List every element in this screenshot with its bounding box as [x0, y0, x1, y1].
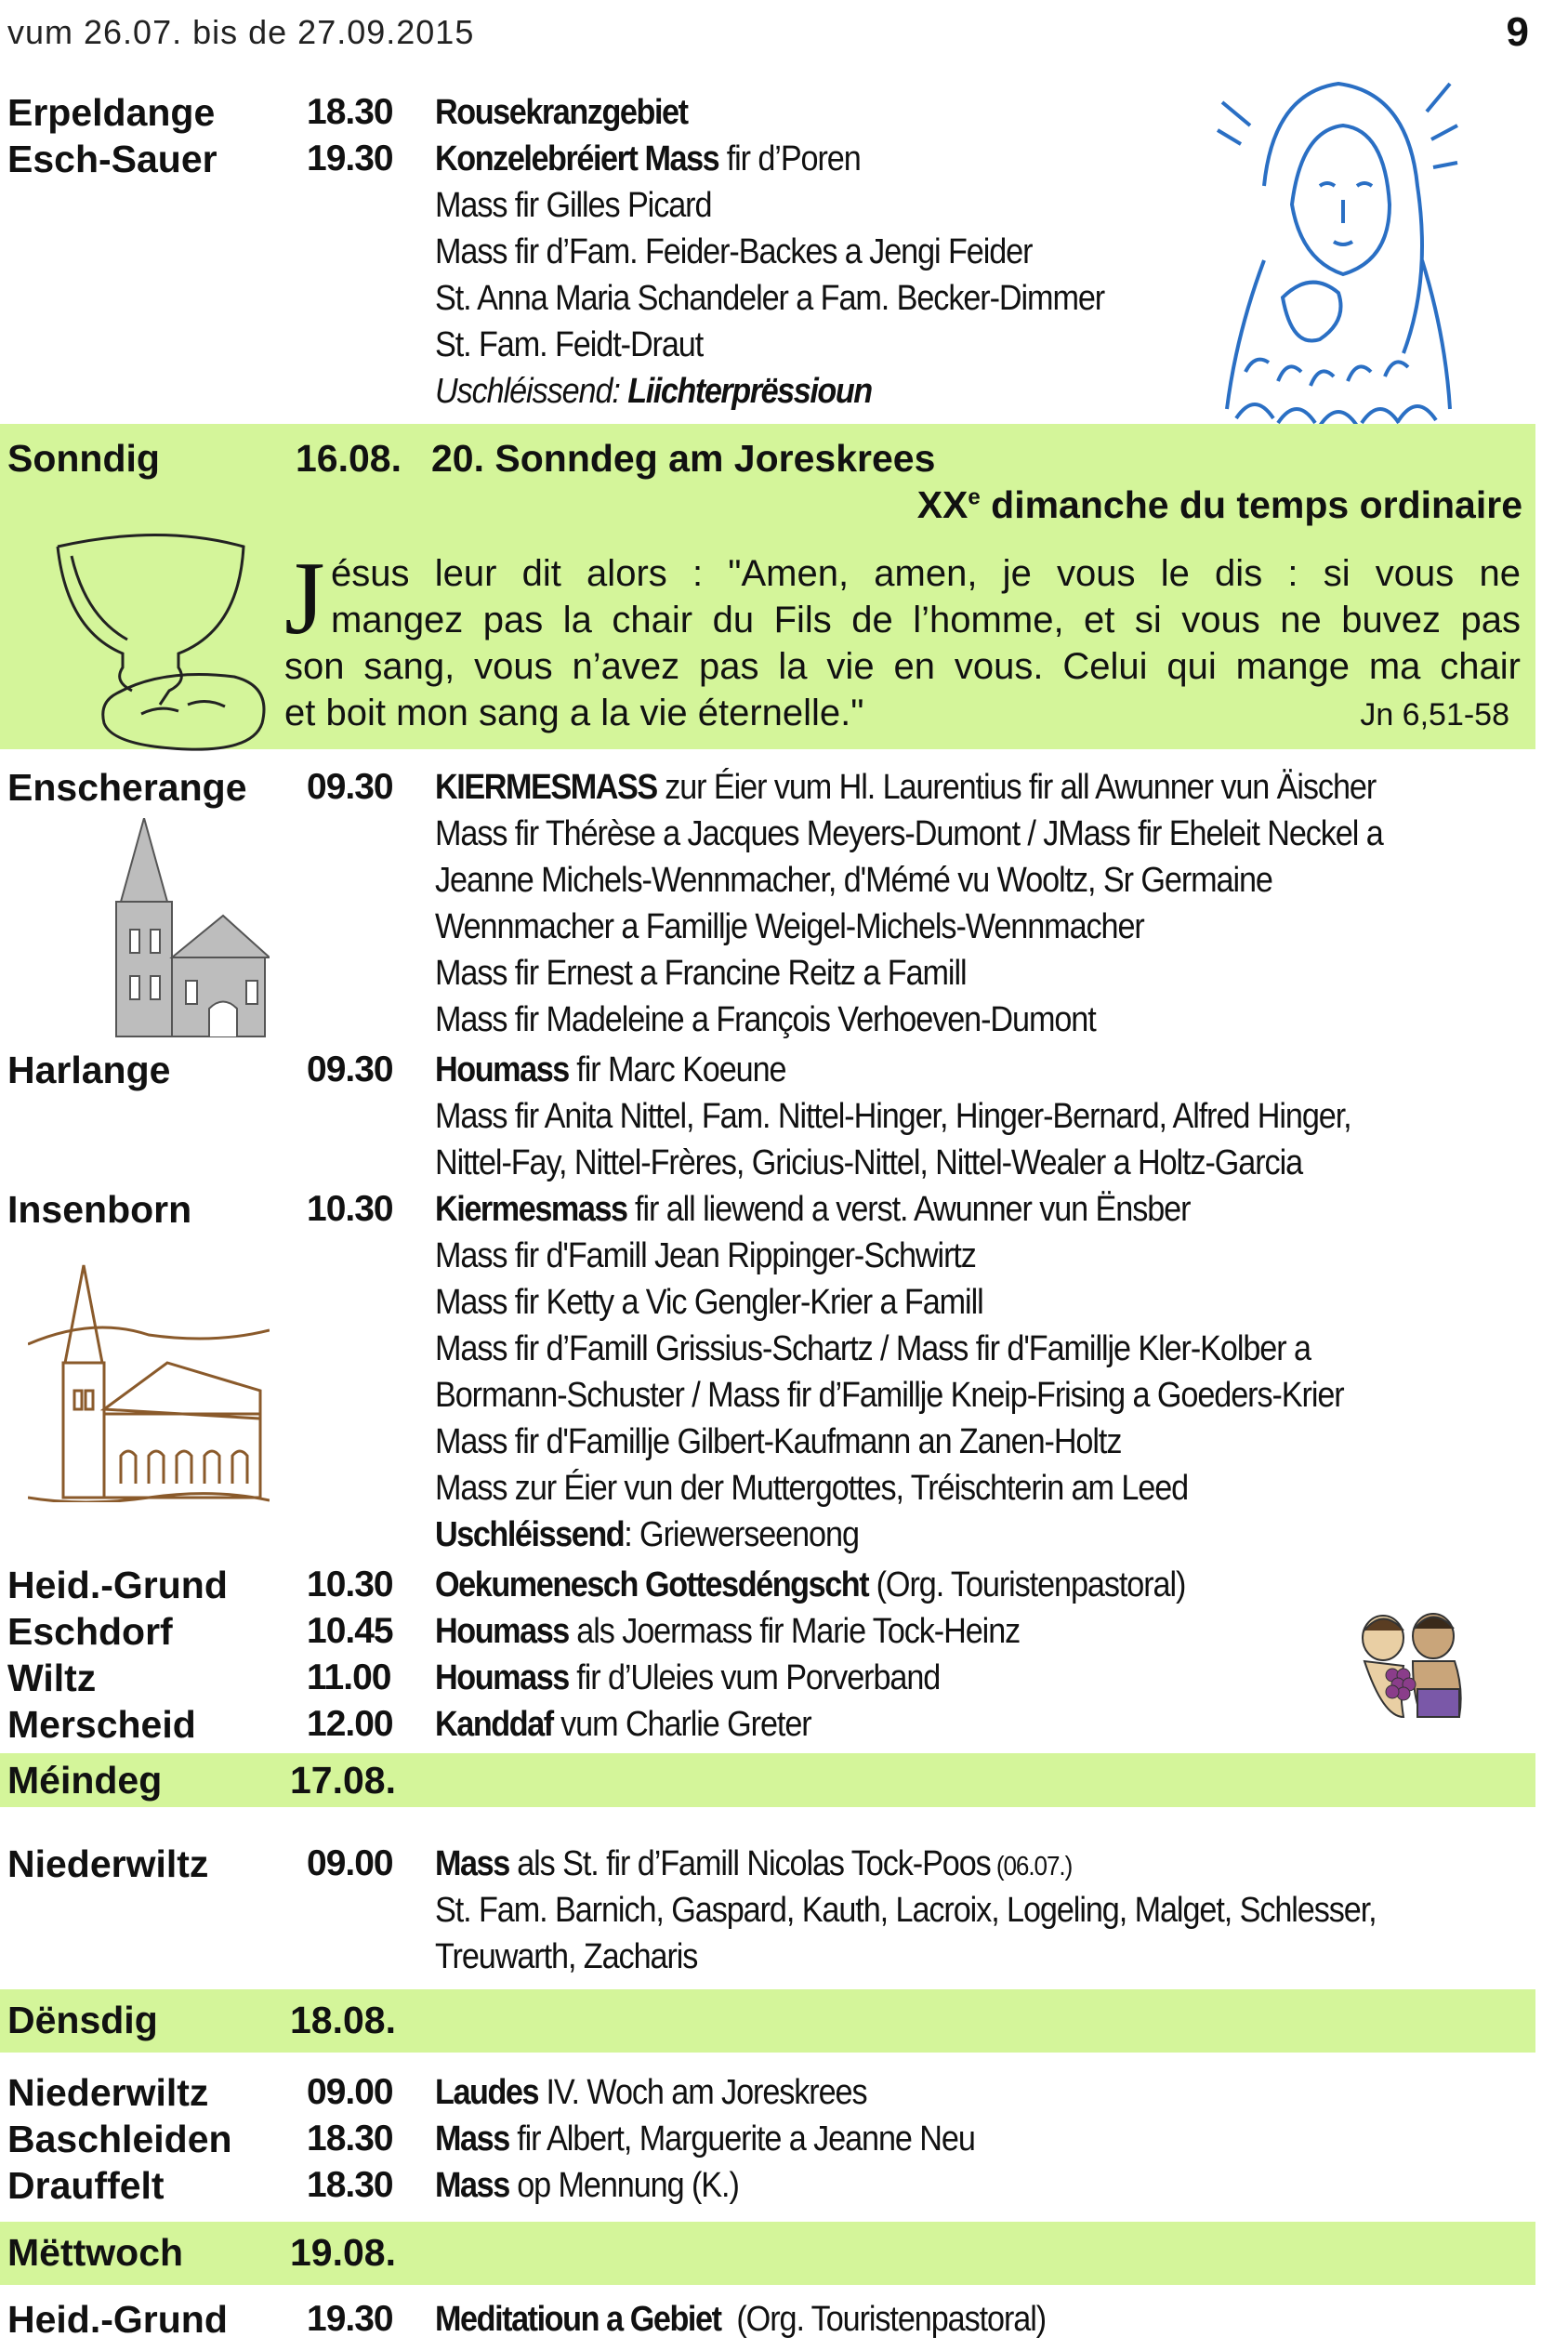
sunday-title: 20. Sonndeg am Joreskrees [431, 437, 936, 480]
children-grapes-illustration [1348, 1610, 1469, 1722]
day-header-meindeg: Méindeg 17.08. [0, 1753, 1535, 1807]
day-header-mettwoch: Mëttwoch 19.08. [0, 2222, 1535, 2285]
date-range: vum 26.07. bis de 27.09.2015 [7, 13, 475, 51]
page-number: 9 [1506, 9, 1529, 55]
enscherange-church-illustration [102, 818, 270, 1041]
sunday-band [0, 424, 1535, 749]
madonna-illustration [1208, 74, 1459, 428]
gospel-reference: Jn 6,51-58 [1360, 697, 1509, 733]
insenborn-church-illustration [28, 1261, 270, 1502]
sunday-subtitle: XXe dimanche du temps ordinaire [916, 483, 1522, 526]
drop-cap: J [284, 541, 325, 656]
day-header-densdig: Dënsdig 18.08. [0, 1989, 1535, 2053]
gospel-quote: J ésus leur dit alors : "Amen, amen, je vous le dis : si vous ne mangez pas la chair du Fils de l’homme, et si vous ne buvez pas son sang, vous n’avez pas la vie en vous. Celui qui mange ma chair et boit mon sang a la vie éternelle." [284, 541, 1521, 733]
sunday-date: 16.08. [296, 437, 402, 480]
chalice-bread-illustration [48, 528, 271, 751]
sunday-day: Sonndig [7, 437, 160, 480]
